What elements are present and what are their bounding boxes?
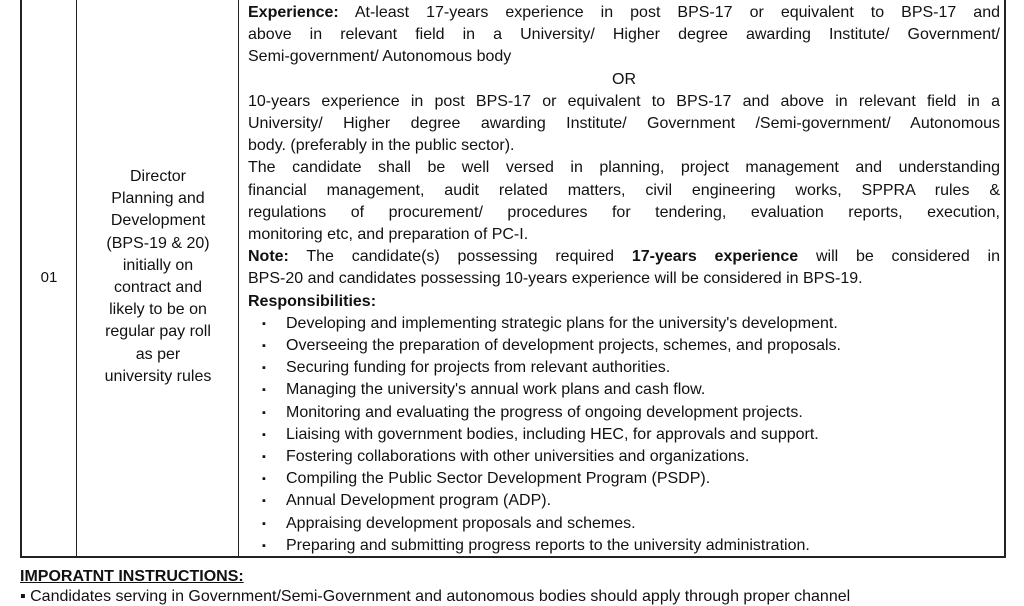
list-item: ▪ Preparing and submitting progress reports to the university administration. bbox=[248, 535, 1000, 557]
bullet-icon: ▪ bbox=[262, 473, 266, 486]
bullet-icon: ▪ bbox=[262, 428, 266, 441]
job-table bbox=[20, 0, 1006, 558]
bullet-icon: ▪ bbox=[262, 539, 266, 552]
skills-line: regulations of procurement/ procedures for tendering, evaluation reports, execution, bbox=[248, 203, 1000, 221]
skills-line: monitoring etc, and preparation of PC-I. bbox=[248, 226, 529, 244]
post-line: university rules bbox=[104, 367, 212, 385]
experience-line: Semi-government/ Autonomous body bbox=[248, 48, 512, 66]
instructions-heading: IMPORATNT INSTRUCTIONS: bbox=[20, 568, 244, 585]
alt-experience-line: body. (preferably in the public sector). bbox=[248, 137, 515, 155]
post-line: Development bbox=[110, 212, 206, 230]
post-line: initially on bbox=[122, 256, 194, 274]
instruction-line: ▪ Candidates serving in Government/Semi-Government and autonomous bodies should apply through proper channel bbox=[20, 588, 851, 605]
post-line: (BPS-19 & 20) bbox=[106, 234, 210, 252]
post-line: contract and bbox=[113, 279, 203, 296]
list-item: ▪ Developing and implementing strategic plans for the university's development. bbox=[248, 313, 1000, 335]
alt-experience-line: 10-years experience in post BPS-17 or equivalent to BPS-17 and above in relevant field in a bbox=[248, 92, 1000, 110]
note-line: Note: The candidate(s) possessing required 17-years experience will be considered in bbox=[248, 248, 1001, 266]
serial-number: 01 bbox=[40, 268, 58, 286]
list-item: ▪ Compiling the Public Sector Development Program (PSDP). bbox=[248, 468, 1000, 490]
note-bold: 17-years experience bbox=[631, 248, 799, 266]
list-item: ▪ Managing the university's annual work plans and cash flow. bbox=[248, 379, 1000, 401]
post-line: likely to be on bbox=[109, 301, 207, 319]
column-divider bbox=[76, 0, 77, 556]
list-item: ▪ Annual Development program (ADP). bbox=[248, 490, 1000, 512]
bullet-icon: ▪ bbox=[262, 406, 266, 419]
skills-line: financial management, audit related matters, civil engineering works, SPPRA rules & bbox=[248, 181, 1000, 199]
list-item: ▪ Overseeing the preparation of development projects, schemes, and proposals. bbox=[248, 335, 1000, 357]
bullet-icon: ▪ bbox=[262, 495, 266, 508]
bullet-icon: ▪ bbox=[262, 384, 266, 397]
note-line: BPS-20 and candidates possessing 10-years experience will be considered in BPS-19. bbox=[248, 270, 863, 288]
list-item: ▪ Appraising development proposals and schemes. bbox=[248, 513, 1000, 535]
note-label: Note: bbox=[248, 248, 289, 266]
bullet-icon: ▪ bbox=[262, 340, 266, 353]
experience-label: Experience: bbox=[248, 4, 339, 21]
alt-experience-line: University/ Higher degree awarding Institute/ Government /Semi-government/ Autonomous bbox=[248, 115, 1000, 133]
post-line: Director bbox=[129, 167, 186, 185]
experience-line: above in relevant field in a University/ Higher degree awarding Institute/ Government/ bbox=[248, 26, 1000, 44]
or-separator: OR bbox=[612, 70, 636, 88]
list-item: ▪ Liaising with government bodies, including HEC, for approvals and support. bbox=[248, 424, 1000, 446]
list-item: ▪ Securing funding for projects from relevant authorities. bbox=[248, 357, 1000, 379]
list-item: ▪ Fostering collaborations with other universities and organizations. bbox=[248, 446, 1000, 468]
requirements-column bbox=[248, 0, 1000, 556]
experience-line: Experience: At-least 17-years experience in post BPS-17 or equivalent to BPS-17 and bbox=[248, 4, 1001, 21]
bullet-icon: ▪ bbox=[262, 451, 266, 464]
responsibilities-label: Responsibilities: bbox=[248, 292, 377, 310]
list-item: ▪ Monitoring and evaluating the progress of ongoing development projects. bbox=[248, 402, 1000, 424]
column-divider bbox=[238, 0, 239, 556]
bullet-icon: ▪ bbox=[262, 362, 266, 375]
post-line: Planning and bbox=[111, 190, 205, 208]
responsibilities-list bbox=[248, 313, 1000, 557]
post-line: as per bbox=[135, 345, 181, 363]
bullet-icon: ▪ bbox=[262, 517, 266, 530]
post-title bbox=[78, 0, 238, 556]
skills-line: The candidate shall be well versed in planning, project management and understanding bbox=[248, 159, 1000, 177]
post-line: regular pay roll bbox=[105, 323, 211, 341]
bullet-icon: ▪ bbox=[262, 317, 266, 330]
